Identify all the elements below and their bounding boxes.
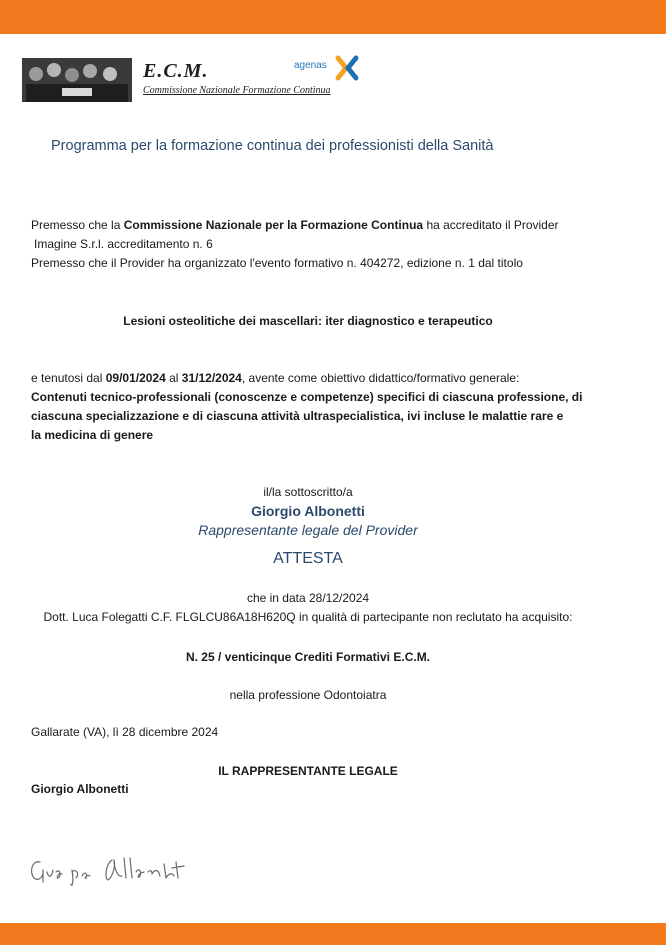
top-orange-bar (0, 0, 666, 34)
program-title: Programma per la formazione continua dei professionisti della Sanità (51, 138, 494, 154)
handwritten-signature (26, 848, 206, 888)
objective-line-2: ciascuna specializzazione e di ciascuna attività ultraspecialistica, ivi incluse le malattie rare e (31, 409, 564, 423)
ecm-logo-subtitle: Commissione Nazionale Formazione Continua (143, 85, 331, 96)
dates-text-c: , avente come obiettivo didattico/formativo generale: (241, 371, 520, 385)
agenas-logo-icon (334, 55, 360, 81)
bottom-orange-bar (0, 923, 666, 945)
dates-text-b: al (165, 371, 182, 385)
ecm-logo-image (22, 58, 132, 102)
signer-role: Rappresentante legale del Provider (198, 522, 418, 538)
ecm-logo-title: E.C.M. (143, 60, 209, 82)
provider-line: Imagine S.r.l. accreditamento n. 6 (34, 237, 213, 251)
profession-line: nella professione Odontoiatra (229, 688, 387, 702)
date-to: 31/12/2024 (181, 371, 242, 385)
attestation-date: che in data 28/12/2024 (246, 591, 370, 605)
date-from: 09/01/2024 (105, 371, 166, 385)
commission-name: Commissione Nazionale per la Formazione Continua (123, 218, 424, 232)
event-dates-line (31, 371, 519, 385)
agenas-logo-text: agenas (294, 60, 327, 71)
dates-text-a: e tenutosi dal (31, 371, 106, 385)
credits-awarded: N. 25 / venticinque Crediti Formativi E.C.M. (185, 650, 431, 664)
participant-line: Dott. Luca Folegatti C.F. FLGLCU86A18H620Q in qualità di partecipante non reclutato ha acquisito: (43, 610, 573, 624)
place-date: Gallarate (VA), lì 28 dicembre 2024 (31, 725, 219, 739)
attesta-heading: ATTESTA (273, 550, 343, 567)
objective-line-3: la medicina di genere (31, 428, 154, 442)
undersigned-label: il/la sottoscritto/a (263, 485, 353, 499)
objective-line-1: Contenuti tecnico-professionali (conoscenze e competenze) specifici di ciascuna professione, di (31, 390, 583, 404)
signer-name: Giorgio Albonetti (251, 503, 365, 519)
premise-text-a: Premesso che la (31, 218, 124, 232)
legal-representative-name: Giorgio Albonetti (31, 782, 129, 796)
premise-paragraph-1 (31, 218, 559, 232)
premise-paragraph-2: Premesso che il Provider ha organizzato l'evento formativo n. 404272, edizione n. 1 dal titolo (31, 256, 523, 270)
premise-text-c: ha accreditato il Provider (423, 218, 559, 232)
event-title: Lesioni osteolitiche dei mascellari: iter diagnostico e terapeutico (123, 314, 493, 328)
legal-representative-heading: IL RAPPRESENTANTE LEGALE (218, 764, 398, 778)
